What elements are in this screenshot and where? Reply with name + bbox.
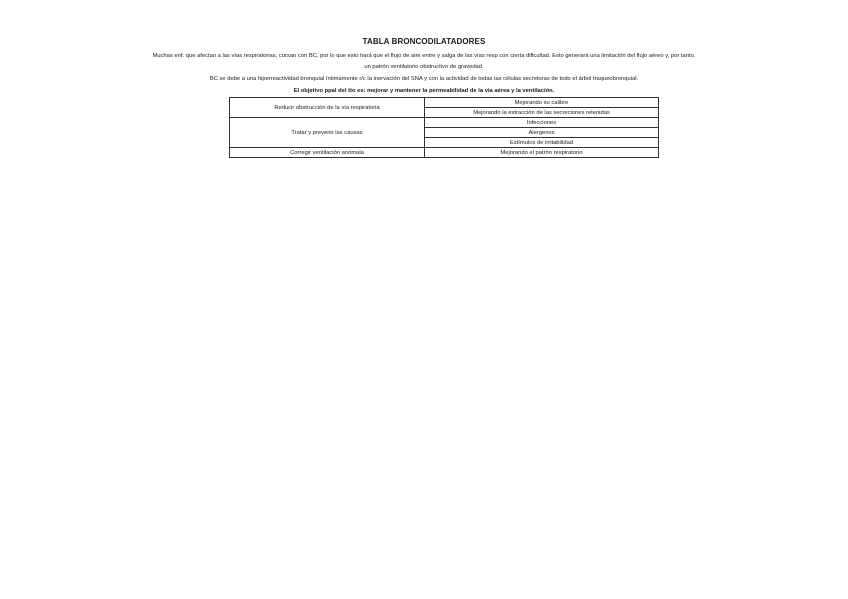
table-cell-action: Mejorando su calibre xyxy=(425,98,659,108)
intro-paragraph-line-2: un patrón ventilatorio obstructivo de gravedad. xyxy=(364,64,484,70)
table-row xyxy=(230,98,659,108)
document-title: TABLA BRONCODILATADORES xyxy=(362,37,486,46)
table-cell-action: Alergenos xyxy=(425,128,659,138)
cause-paragraph: BC se debe a una hiperreactividad bronquial íntimamente r/c la inervación del SNA y con la actividad de todas las células secretoras de todo el árbol traqueobronquial. xyxy=(209,76,639,82)
bronchodilator-table xyxy=(229,97,659,158)
objective-paragraph: El objetivo ppal del tto es: mejorar y mantener la permeabilidad de la vía aérea y la ventilación. xyxy=(293,88,555,94)
table-cell-objective: Reducir obstrucción de la vía respiratoria xyxy=(230,98,425,118)
table-row xyxy=(230,148,659,158)
intro-paragraph-line-1: Muchas enf. que afectan a las vías respiratorias, cursan con BC, por lo que esto hará que el flujo de aire entre y salga de las vías resp con cierta dificultad. Esto generará una limitación del flujo aéreo y, por tanto, xyxy=(152,53,696,59)
table-cell-objective: Corregir ventilación anómala xyxy=(230,148,425,158)
table-cell-action: Estímulos de irritabilidad xyxy=(425,138,659,148)
table-cell-action: Mejorando la extracción de las secreciones retenidas xyxy=(425,108,659,118)
table-row xyxy=(230,118,659,128)
table-cell-objective: Tratar y prevenir las causas xyxy=(230,118,425,148)
table-cell-action: Mejorando el patrón respiratorio xyxy=(425,148,659,158)
table-cell-action: Infecciones xyxy=(425,118,659,128)
